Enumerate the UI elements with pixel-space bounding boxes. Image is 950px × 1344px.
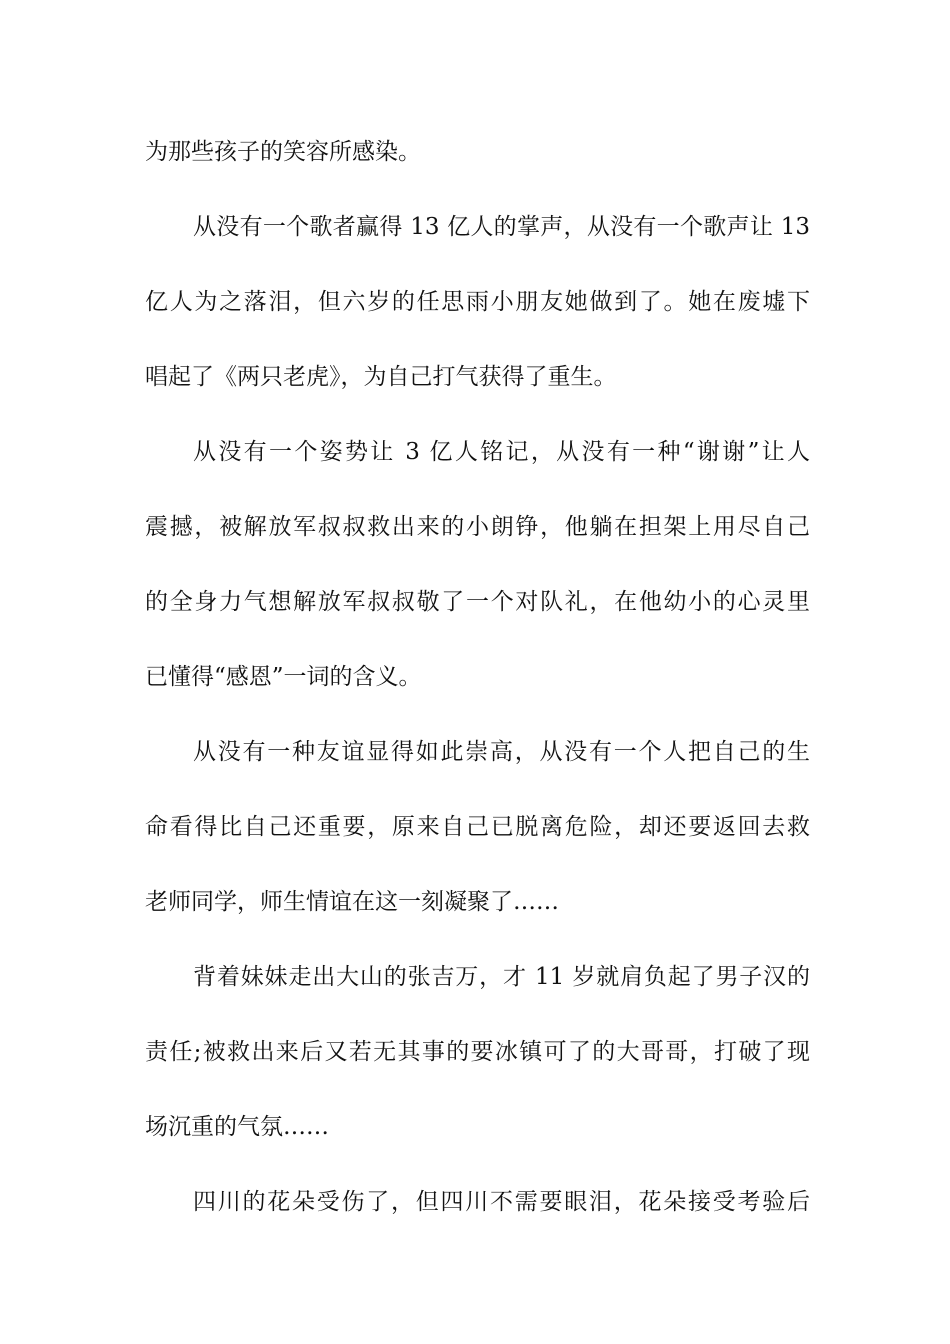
paragraph-5-line-1: 背着妹妹走出大山的张吉万，才 11 岁就肩负起了男子汉的 (193, 964, 810, 990)
paragraph-2-line-1: 从没有一个歌者赢得 13 亿人的掌声，从没有一个歌声让 13 (193, 214, 810, 240)
paragraph-4-line-1: 从没有一种友谊显得如此崇高，从没有一个人把自己的生 (193, 739, 810, 765)
paragraph-2-line-2: 亿人为之落泪，但六岁的任思雨小朋友她做到了。她在废墟下 (145, 289, 810, 315)
paragraph-3-line-1: 从没有一个姿势让 3 亿人铭记，从没有一种“谢谢”让人 (193, 439, 810, 465)
paragraph-3-line-4: 已懂得“感恩”一词的含义。 (145, 664, 422, 690)
paragraph-4-line-3: 老师同学，师生情谊在这一刻凝聚了…… (145, 889, 559, 915)
paragraph-3-line-3: 的全身力气想解放军叔叔敬了一个对队礼，在他幼小的心灵里 (145, 589, 810, 615)
paragraph-5-line-3: 场沉重的气氛…… (145, 1114, 329, 1140)
paragraph-6-line-1: 四川的花朵受伤了，但四川不需要眼泪，花朵接受考验后 (193, 1189, 810, 1215)
paragraph-2-line-3: 唱起了《两只老虎》，为自己打气获得了重生。 (145, 364, 617, 390)
paragraph-3-line-2: 震撼，被解放军叔叔救出来的小朗铮，他躺在担架上用尽自己 (145, 514, 810, 540)
paragraph-4-line-2: 命看得比自己还重要，原来自己已脱离危险，却还要返回去救 (145, 814, 810, 840)
text-line-1: 为那些孩子的笑容所感染。 (145, 139, 421, 165)
paragraph-5-line-2: 责任;被救出来后又若无其事的要冰镇可了的大哥哥，打破了现 (145, 1039, 810, 1065)
